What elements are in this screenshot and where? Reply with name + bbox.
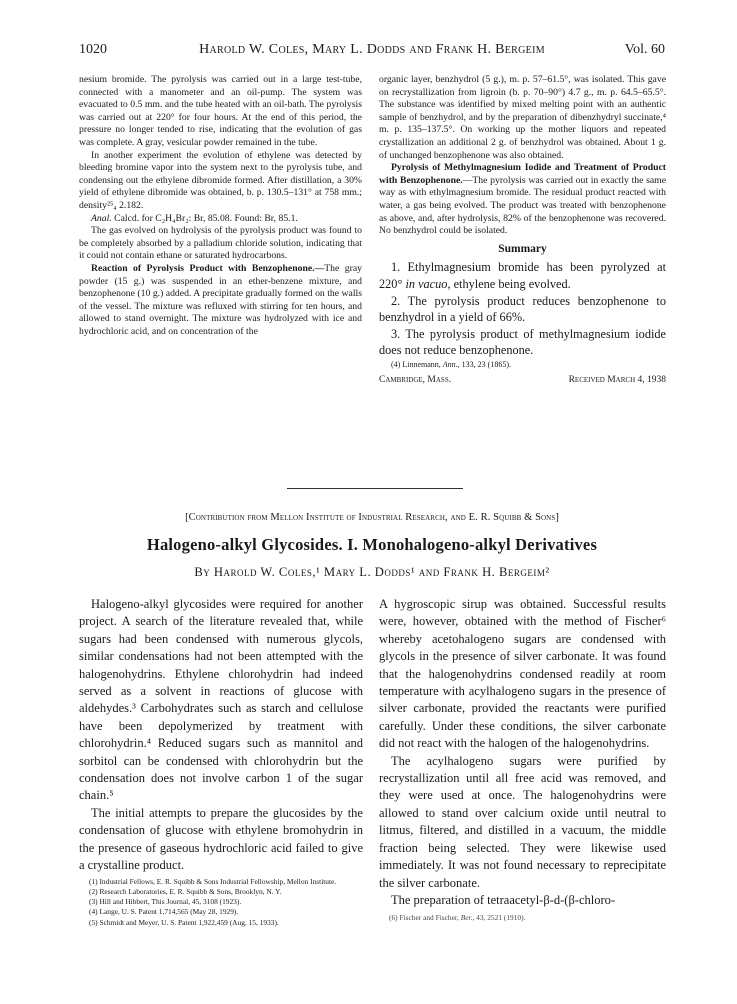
article-title: Halogeno-alkyl Glycosides. I. Monohalogeno-alkyl Derivatives [146,535,598,554]
footnote: (6) Fischer and Fischer, Ber., 43, 2521 (1910). [389,913,526,923]
footnote: (3) Hill and Hibbert, This Journal, 45, 3108 (1923). [89,897,242,907]
page-header [79,42,665,62]
footnotes [79,877,363,928]
analysis-paragraph [79,213,362,226]
page-number: 1020 [79,42,107,57]
paragraph: organic layer, benzhydrol (5 g.), m. p. 57–61.5°, was isolated. This gave on recrystallization from ligroin (b. p. 70–90°) 4.7 g., m. p. 64.5–65.5°. The substance was identified by mixed melting point with an authentic sample of benzhydrol, and by the preparation of dibenzhydryl succinate,⁴ m. p. 135–137.5°. On working up the mother liquors and repeated crystallization an additional 2 g. of benzhydrol was obtained. About 1 g. of unchanged benzophenone was also obtained. [379,74,666,161]
main-right-column [379,596,666,923]
paragraph: The acylhalogeno sugars were purified by recrystallization until all free acid was removed, and they were used at once. The halogenohydrins were allowed to stand over calcium oxide until neutral to litmus, filtered, and distilled in a vacuum, the middle fraction being selected. They were likewise used immediately. It was not found necessary to reprecipitate the silver carbonate. [379,753,666,890]
summary-item: 2. The pyrolysis product reduces benzophenone to benzhydrol in a yield of 66%. [379,293,666,325]
paragraph: The gas evolved on hydrolysis of the pyrolysis product was found to be completely absorbed by a palladium chloride solution, indicating that it could not contain ethane or saturated hydrocarbons. [79,225,362,262]
paragraph: The initial attempts to prepare the glucosides by the condensation of glucose with ethylene bromohydrin in the presence of gaseous hydrochloric acid failed to give a crystalline product. [79,805,363,873]
footnote: (1) Industrial Fellows, E. R. Squibb & Sons Industrial Fellowship, Mellon Institute. [89,876,337,886]
volume-label: Vol. 60 [624,42,665,57]
summary-item: 1. Ethylmagnesium bromide has been pyrolyzed at 220° in vacuo, ethylene being evolved. [379,260,666,291]
anal-label: Anal. [91,212,112,224]
paragraph: nesium bromide. The pyrolysis was carried out in a large test-tube, connected with a manometer and an oil-pump. The system was evacuated to 0.5 mm. and the tube heated with an oil-bath. The pyrolysis was carried out at 220° for four hours. At the end of this period, the pressure no longer tended to rise, indicating that the evolution of gas was complete. A gray, vesicular powder remained in the tube. [79,74,362,148]
main-left-column [79,596,363,928]
footnote: (4) Linnemann, Ann., 133, 23 (1865). [391,359,511,369]
section-heading: Reaction of Pyrolysis Product with Benzophenone.— [91,262,325,274]
paragraph: A hygroscopic sirup was obtained. Successful results were, however, obtained with the method of Fischer⁶ whereby acetohalogeno sugars are condensed with glycols in the presence of silver carbonate. It was found that the halogenohydrins condensed readily at room temperature with acylhalogeno sugars in the presence of silver carbonate, provided the reactants were purified carefully. Under these conditions, the silver carbonate did not react with the halogen of the halogenohydrins. [379,597,666,751]
paragraph-text: The gray powder (15 g.) was suspended in an ether-benzene mixture, and benzophenone (10 g.) added. A precipitate gradually formed on the walls of the vessel. The mixture was refluxed with stirring for ten hours, and allowed to stand overnight. The mixture was hydrolyzed with ice and hydrochloric acid, and on concentration of the [79,262,362,337]
footnote: (5) Schmidt and Meyer, U. S. Patent 1,922,459 (Aug. 15, 1933). [89,917,279,927]
contribution-line: [Contribution from Mellon Institute of Industrial Research, and E. R. Squibb & Sons] [185,512,559,523]
top-right-column [379,74,666,386]
received-date: Received March 4, 1938 [568,374,666,385]
section-heading: Pyrolysis of Methylmagnesium Iodide and Treatment of Product with Benzophenone. [379,162,666,186]
top-left-column [79,74,362,338]
section-divider [287,488,463,489]
paragraph: Halogeno-alkyl glycosides were required for another project. A search of the literature revealed that, while sugars had been condensed with numerous glycols, similar condensations had not been attempted with the halogenohydrins. Ethylene chlorohydrin had indeed served as a solvent in reactions of glucose with aldehydes.³ Carbohydrates such as starch and cellulose have been depolymerized by treatment with chlorohydrin.⁴ Reduced sugars such as mannitol and sorbitol can be condensed with chlorohydrin but the condensation does not involve carbon 1 of the sugar chain.⁵ [79,597,363,803]
paragraph [79,263,362,339]
footnote: (4) Lange, U. S. Patent 1,714,565 (May 28, 1929). [89,907,239,917]
paragraph-text: —The pyrolysis was carried out in exactly the same way as with ethylmagnesium bromide. The residual product reacted with water, a gas being evolved. The product was treated with benzophenone as above, and, after hydrolysis, 82% of the benzophenone was recovered. No benzhydrol could be isolated. [379,174,666,237]
paragraph: The preparation of tetraacetyl-β-d-(β-chloro- [391,892,616,907]
place: Cambridge, Mass. [379,374,452,385]
signature-line [379,374,666,387]
summary-item: 3. The pyrolysis product of methylmagnesium iodide does not reduce benzophenone. [379,326,666,358]
paragraph: In another experiment the evolution of ethylene was detected by bleeding bromine vapor into the system next to the pyrolysis tube, and condensing out the ethylene dibromide formed. After distillation, a 30% yield of ethylene dibromide was obtained, b. p. 130.5–131° at 758 mm.; density²⁵₄ 2.182. [79,149,362,211]
running-title: Harold W. Coles, Mary L. Dodds and Frank H. Bergeim [199,42,545,57]
summary-heading: Summary [498,242,547,255]
anal-text: Calcd. for C₂H₄Br₂: Br, 85.08. Found: Br, 85.1. [114,212,298,224]
paragraph [379,162,666,238]
footnote: (2) Research Laboratories, E. R. Squibb & Sons, Brooklyn, N. Y. [89,886,282,896]
article-authors: By Harold W. Coles,¹ Mary L. Dodds¹ and Frank H. Bergeim² [194,565,550,579]
